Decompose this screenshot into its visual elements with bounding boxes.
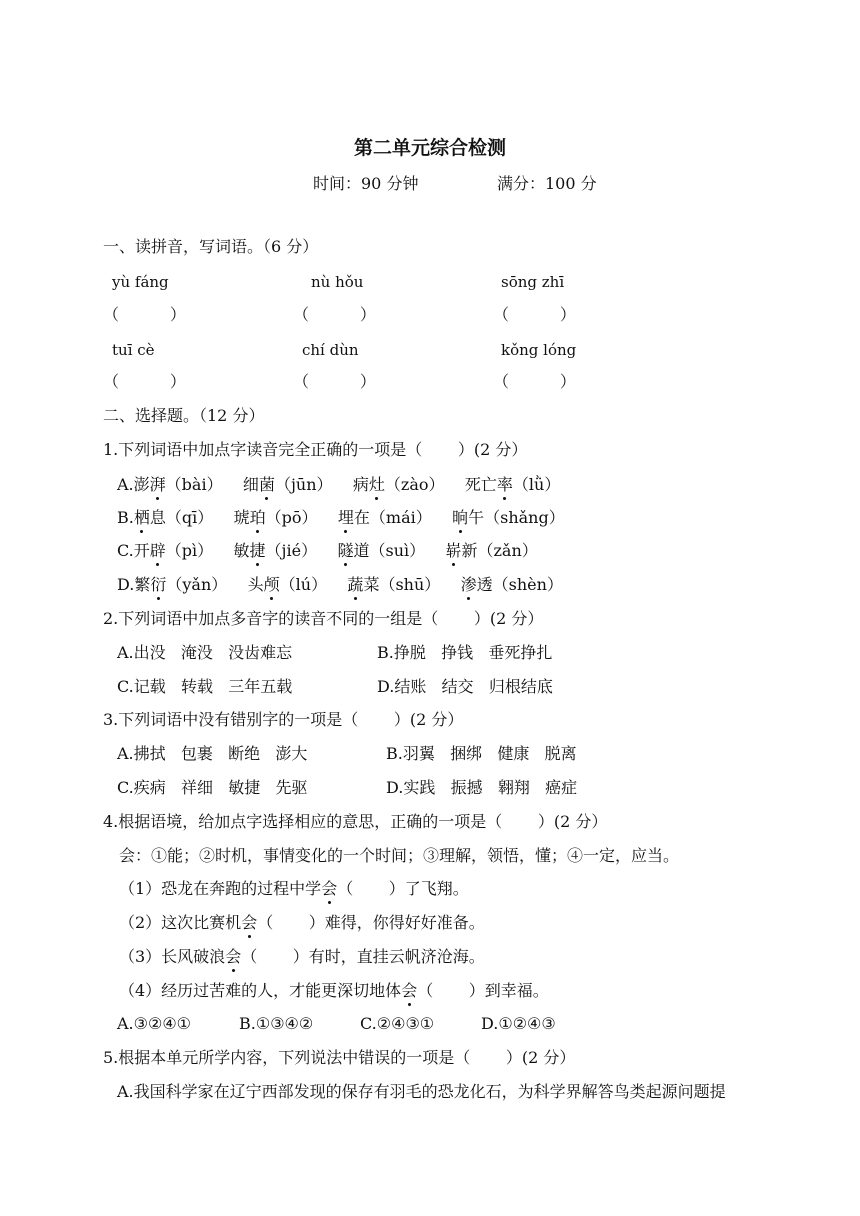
option-letter: A.: [117, 475, 134, 494]
question-4-option-c[interactable]: C.②④③①: [360, 1014, 435, 1033]
option-word: 死亡率: [464, 475, 513, 494]
question-4-option-b[interactable]: B.①③④②: [239, 1014, 314, 1033]
question-3-option-d[interactable]: D.实践 振撼 翱翔 癌症: [386, 778, 578, 797]
exam-full-score: 满分：100 分: [497, 174, 597, 193]
question-4-sentence-2: （2）这次比赛机会（ ）难得，你得好好准备。: [119, 913, 485, 932]
question-4-sentence-3: （3）长风破浪会（ ）有时，直挂云帆济沧海。: [119, 947, 485, 966]
option-word: 隧道: [337, 541, 370, 560]
option-word: 敏捷: [233, 541, 266, 560]
question-1-option-a[interactable]: [117, 475, 560, 495]
question-2-option-c[interactable]: C.记载 转载 三年五载: [117, 677, 293, 696]
dotted-character: 渗: [460, 575, 477, 594]
option-reading: （qī）: [165, 508, 214, 527]
dotted-character: 蔬: [347, 575, 364, 594]
dotted-character: 颅: [263, 575, 280, 594]
option-word: 细菌: [242, 475, 275, 494]
option-word: 澎湃: [133, 475, 166, 494]
option-reading: （lǜ）: [512, 475, 561, 494]
question-4-sentence-1: （1）恐龙在奔跑的过程中学会（ ）了飞翔。: [119, 879, 469, 898]
answer-blank-3[interactable]: （ ）: [493, 305, 576, 324]
question-4-option-d[interactable]: D.①②④③: [481, 1014, 556, 1033]
option-reading: （zǎn）: [477, 541, 538, 560]
section-2-heading: 二、选择题。（12 分）: [103, 406, 265, 425]
dotted-character: 衍: [150, 575, 167, 594]
option-reading: （shèn）: [492, 575, 563, 594]
question-1-stem: 1.下列词语中加点字读音完全正确的一项是（ ）(2 分）: [103, 440, 528, 459]
pinyin-3: sōng zhī: [501, 273, 565, 291]
answer-blank-4[interactable]: （ ）: [103, 372, 186, 391]
dotted-character: 灶: [368, 475, 385, 494]
option-reading: （zào）: [384, 475, 445, 494]
option-reading: （pì）: [165, 541, 214, 560]
option-word: 繁衍: [134, 575, 167, 594]
option-letter: B.: [117, 508, 134, 527]
option-word: 病灶: [352, 475, 385, 494]
question-3-option-c[interactable]: C.疾病 祥细 敏捷 先驱: [117, 778, 308, 797]
question-4-sentence-4: （4）经历过苦难的人，才能更深切地体会（ ）到幸福。: [119, 981, 549, 1000]
dotted-character: 珀: [249, 508, 266, 527]
section-1-heading: 一、读拼音，写词语。（6 分）: [103, 237, 319, 256]
dotted-character: 湃: [149, 475, 166, 494]
question-4-stem: 4.根据语境，给加点字选择相应的意思，正确的一项是（ ）(2 分）: [103, 812, 608, 831]
dotted-character: 会: [241, 913, 258, 932]
dotted-character: 崭: [445, 541, 462, 560]
option-word: 蔬菜: [347, 575, 380, 594]
option-word: 栖息: [133, 508, 166, 527]
pinyin-5: chí dùn: [302, 341, 359, 359]
pinyin-1: yù fáng: [112, 273, 169, 291]
dotted-character: 晌: [452, 508, 469, 527]
dotted-character: 率: [496, 475, 513, 494]
question-2-option-a[interactable]: A.出没 淹没 没齿难忘: [117, 643, 293, 662]
dotted-character: 会: [225, 947, 242, 966]
option-reading: （suì）: [369, 541, 426, 560]
option-reading: （shū）: [379, 575, 441, 594]
answer-blank-6[interactable]: （ ）: [493, 372, 576, 391]
option-reading: （lú）: [279, 575, 328, 594]
option-letter: C.: [117, 541, 134, 560]
question-3-option-b[interactable]: B.羽翼 捆绑 健康 脱离: [386, 744, 577, 763]
dotted-character: 会: [401, 981, 418, 1000]
answer-blank-2[interactable]: （ ）: [293, 305, 376, 324]
question-2-option-b[interactable]: B.挣脱 挣钱 垂死挣扎: [377, 643, 553, 662]
page-title: 第二单元综合检测: [353, 137, 506, 159]
option-word: 崭新: [445, 541, 478, 560]
option-reading: （pō）: [265, 508, 318, 527]
question-2-option-d[interactable]: D.结账 结交 归根结底: [377, 677, 553, 696]
answer-blank-5[interactable]: （ ）: [293, 372, 376, 391]
question-4-definition: 会：①能；②时机，事情变化的一个时间；③理解，领悟，懂；④一定，应当。: [119, 846, 680, 865]
question-2-stem: 2.下列词语中加点多音字的读音不同的一组是（ ）(2 分）: [103, 609, 544, 628]
option-reading: （yǎn）: [166, 575, 228, 594]
option-word: 埋在: [337, 508, 370, 527]
exam-time: 时间：90 分钟: [313, 174, 419, 193]
question-3-stem: 3.下列词语中没有错别字的一项是（ ）(2 分）: [103, 710, 464, 729]
dotted-character: 菌: [258, 475, 275, 494]
pinyin-4: tuī cè: [112, 341, 155, 359]
option-word: 渗透: [460, 575, 493, 594]
question-3-option-a[interactable]: A.拂拭 包裹 断绝 澎大: [117, 744, 308, 763]
question-1-option-d[interactable]: [117, 575, 563, 595]
dotted-character: 捷: [249, 541, 266, 560]
question-4-option-a[interactable]: A.③②④①: [117, 1014, 192, 1033]
question-5-stem: 5.根据本单元所学内容，下列说法中错误的一项是（ ）(2 分）: [103, 1048, 576, 1067]
option-reading: （shǎng）: [484, 508, 565, 527]
option-reading: （mái）: [369, 508, 432, 527]
option-word: 开辟: [133, 541, 166, 560]
dotted-character: 埋: [337, 508, 354, 527]
question-1-option-c[interactable]: [117, 541, 538, 561]
dotted-character: 栖: [133, 508, 150, 527]
dotted-character: 辟: [149, 541, 166, 560]
option-word: 晌午: [452, 508, 485, 527]
answer-blank-1[interactable]: （ ）: [103, 305, 186, 324]
pinyin-6: kǒng lóng: [501, 341, 577, 359]
option-letter: D.: [117, 575, 135, 594]
pinyin-2: nù hǒu: [311, 273, 364, 291]
option-word: 头颅: [247, 575, 280, 594]
option-reading: （jūn）: [274, 475, 333, 494]
option-word: 琥珀: [233, 508, 266, 527]
option-reading: （bài）: [165, 475, 223, 494]
option-reading: （jié）: [265, 541, 318, 560]
question-5-option-a[interactable]: A.我国科学家在辽宁西部发现的保存有羽毛的恐龙化石，为科学界解答鸟类起源问题提: [117, 1082, 726, 1101]
question-1-option-b[interactable]: [117, 508, 565, 528]
dotted-character: 隧: [337, 541, 354, 560]
dotted-character: 会: [321, 879, 338, 898]
